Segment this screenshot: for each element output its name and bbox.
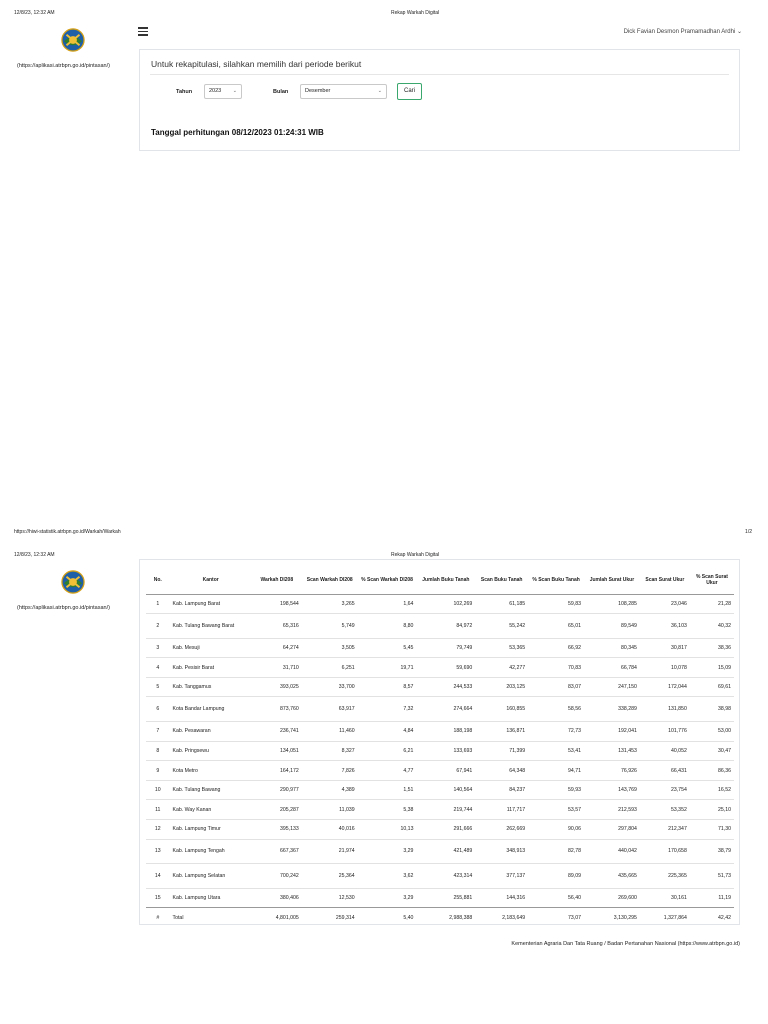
value-cell: 10,13 xyxy=(358,820,417,840)
value-cell: 38,79 xyxy=(690,839,734,864)
row-number: 14 xyxy=(146,864,170,889)
value-cell: 133,693 xyxy=(416,741,475,761)
table-row xyxy=(146,638,734,658)
bulan-value: Desember xyxy=(305,88,331,94)
value-cell: 53,365 xyxy=(475,638,528,658)
value-cell: 8,57 xyxy=(358,677,417,697)
value-cell: 102,269 xyxy=(416,594,475,614)
column-header: % Scan Warkah DI208 xyxy=(358,567,417,594)
value-cell: 72,73 xyxy=(528,722,584,742)
kantor-cell: Kab. Lampung Tengah xyxy=(170,839,252,864)
value-cell: 3,265 xyxy=(302,594,358,614)
bulan-select[interactable] xyxy=(300,84,387,99)
value-cell: 212,347 xyxy=(640,820,690,840)
kantor-cell: Kab. Pesawaran xyxy=(170,722,252,742)
value-cell: 131,850 xyxy=(640,697,690,722)
column-header: Warkah DI208 xyxy=(252,567,302,594)
value-cell: 269,600 xyxy=(584,888,640,908)
value-cell: 205,287 xyxy=(252,800,302,820)
table-row xyxy=(146,741,734,761)
print-datetime-2: 12/8/23, 12:32 AM xyxy=(14,552,55,558)
value-cell: 33,700 xyxy=(302,677,358,697)
value-cell: 59,83 xyxy=(528,594,584,614)
column-header: Scan Warkah DI208 xyxy=(302,567,358,594)
print-doc-title: Rekap Warkah Digital xyxy=(391,10,440,16)
column-header: No. xyxy=(146,567,170,594)
value-cell: 67,941 xyxy=(416,761,475,781)
value-cell: 55,242 xyxy=(475,614,528,639)
row-number: 15 xyxy=(146,888,170,908)
table-row xyxy=(146,820,734,840)
value-cell: 59,93 xyxy=(528,780,584,800)
tahun-value: 2023 xyxy=(209,88,222,94)
value-cell: 53,352 xyxy=(640,800,690,820)
table-row xyxy=(146,800,734,820)
value-cell: 291,666 xyxy=(416,820,475,840)
value-cell: 188,198 xyxy=(416,722,475,742)
value-cell: 297,804 xyxy=(584,820,640,840)
tahun-label: Tahun xyxy=(176,89,193,95)
value-cell: 7,826 xyxy=(302,761,358,781)
kantor-cell: Kab. Tulang Bawang xyxy=(170,780,252,800)
kantor-cell: Kab. Tulang Bawang Barat xyxy=(170,614,252,639)
atr-bpn-logo-icon[interactable] xyxy=(60,27,86,53)
print-datetime: 12/8/23, 12:32 AM xyxy=(14,10,55,16)
kantor-cell: Kab. Mesuji xyxy=(170,638,252,658)
kantor-cell: Kab. Lampung Utara xyxy=(170,888,252,908)
value-cell: 58,56 xyxy=(528,697,584,722)
print-url: https://hiwi-statistik.atrbpn.go.id/Warkah/Warkah xyxy=(14,529,121,535)
value-cell: 36,103 xyxy=(640,614,690,639)
value-cell: 31,710 xyxy=(252,658,302,678)
row-number: 3 xyxy=(146,638,170,658)
select-caret-icon: ⌄ xyxy=(377,88,382,94)
value-cell: 16,52 xyxy=(690,780,734,800)
table-row xyxy=(146,594,734,614)
value-cell: 4,77 xyxy=(358,761,417,781)
row-number: 4 xyxy=(146,658,170,678)
row-number: 13 xyxy=(146,839,170,864)
value-cell: 64,274 xyxy=(252,638,302,658)
value-cell: 53,41 xyxy=(528,741,584,761)
value-cell: 255,881 xyxy=(416,888,475,908)
value-cell: 6,251 xyxy=(302,658,358,678)
row-number: 11 xyxy=(146,800,170,820)
value-cell: 1,51 xyxy=(358,780,417,800)
value-cell: 131,453 xyxy=(584,741,640,761)
value-cell: 40,052 xyxy=(640,741,690,761)
value-cell: 61,185 xyxy=(475,594,528,614)
value-cell: 38,36 xyxy=(690,638,734,658)
hamburger-icon[interactable] xyxy=(138,27,148,36)
value-cell: 25,10 xyxy=(690,800,734,820)
value-cell: 236,741 xyxy=(252,722,302,742)
filter-heading: Untuk rekapitulasi, silahkan memilih dari periode berikut xyxy=(151,59,362,69)
value-cell: 30,817 xyxy=(640,638,690,658)
value-cell: 53,57 xyxy=(528,800,584,820)
value-cell: 71,30 xyxy=(690,820,734,840)
value-cell: 25,364 xyxy=(302,864,358,889)
value-cell: 71,399 xyxy=(475,741,528,761)
value-cell: 3,62 xyxy=(358,864,417,889)
kantor-cell: Kab. Lampung Selatan xyxy=(170,864,252,889)
value-cell: 84,972 xyxy=(416,614,475,639)
value-cell: 79,749 xyxy=(416,638,475,658)
value-cell: 23,754 xyxy=(640,780,690,800)
value-cell: 667,367 xyxy=(252,839,302,864)
value-cell: 5,749 xyxy=(302,614,358,639)
row-number: 5 xyxy=(146,677,170,697)
user-menu[interactable] xyxy=(624,28,742,35)
value-cell: 108,285 xyxy=(584,594,640,614)
value-cell: 160,855 xyxy=(475,697,528,722)
value-cell: 4,84 xyxy=(358,722,417,742)
value-cell: 70,83 xyxy=(528,658,584,678)
print-page-number: 1/2 xyxy=(745,529,752,535)
value-cell: 21,974 xyxy=(302,839,358,864)
value-cell: 4,389 xyxy=(302,780,358,800)
value-cell: 63,917 xyxy=(302,697,358,722)
value-cell: 338,289 xyxy=(584,697,640,722)
table-row xyxy=(146,864,734,889)
value-cell: 30,161 xyxy=(640,888,690,908)
value-cell: 23,046 xyxy=(640,594,690,614)
atr-bpn-logo-icon[interactable] xyxy=(60,569,86,595)
value-cell: 262,669 xyxy=(475,820,528,840)
value-cell: 94,71 xyxy=(528,761,584,781)
value-cell: 83,07 xyxy=(528,677,584,697)
value-cell: 380,406 xyxy=(252,888,302,908)
value-cell: 8,80 xyxy=(358,614,417,639)
table-row xyxy=(146,761,734,781)
value-cell: 64,348 xyxy=(475,761,528,781)
value-cell: 435,665 xyxy=(584,864,640,889)
column-header: Jumlah Buku Tanah xyxy=(416,567,475,594)
value-cell: 170,658 xyxy=(640,839,690,864)
value-cell: 30,47 xyxy=(690,741,734,761)
value-cell: 377,137 xyxy=(475,864,528,889)
row-number: 10 xyxy=(146,780,170,800)
row-number: 1 xyxy=(146,594,170,614)
table-row xyxy=(146,888,734,908)
value-cell: 84,237 xyxy=(475,780,528,800)
print-doc-title-2: Rekap Warkah Digital xyxy=(391,552,440,558)
value-cell: 80,345 xyxy=(584,638,640,658)
value-cell: 11,460 xyxy=(302,722,358,742)
value-cell: 5,40 xyxy=(358,908,417,928)
value-cell: 247,150 xyxy=(584,677,640,697)
value-cell: 66,92 xyxy=(528,638,584,658)
table-row xyxy=(146,614,734,639)
value-cell: 40,32 xyxy=(690,614,734,639)
value-cell: 51,73 xyxy=(690,864,734,889)
kantor-cell: Total xyxy=(170,908,252,928)
value-cell: 219,744 xyxy=(416,800,475,820)
value-cell: 421,489 xyxy=(416,839,475,864)
value-cell: 65,316 xyxy=(252,614,302,639)
row-number: 9 xyxy=(146,761,170,781)
kantor-cell: Kab. Lampung Timur xyxy=(170,820,252,840)
value-cell: 5,45 xyxy=(358,638,417,658)
value-cell: 8,327 xyxy=(302,741,358,761)
table-row xyxy=(146,677,734,697)
value-cell: 440,042 xyxy=(584,839,640,864)
table-total-row xyxy=(146,908,734,928)
value-cell: 140,564 xyxy=(416,780,475,800)
value-cell: 56,40 xyxy=(528,888,584,908)
value-cell: 11,039 xyxy=(302,800,358,820)
value-cell: 12,530 xyxy=(302,888,358,908)
sidebar-url[interactable]: (https://aplikasi.atrbpn.go.id/pintasan/) xyxy=(17,63,110,69)
table-row xyxy=(146,839,734,864)
value-cell: 7,32 xyxy=(358,697,417,722)
tahun-select[interactable] xyxy=(204,84,242,99)
value-cell: 73,07 xyxy=(528,908,584,928)
value-cell: 348,913 xyxy=(475,839,528,864)
row-number: 8 xyxy=(146,741,170,761)
value-cell: 76,926 xyxy=(584,761,640,781)
value-cell: 144,316 xyxy=(475,888,528,908)
kantor-cell: Kab. Way Kanan xyxy=(170,800,252,820)
value-cell: 53,00 xyxy=(690,722,734,742)
row-number: 6 xyxy=(146,697,170,722)
column-header: Jumlah Surat Ukur xyxy=(584,567,640,594)
column-header: % Scan Surat Ukur xyxy=(690,567,734,594)
table-row xyxy=(146,697,734,722)
value-cell: 42,42 xyxy=(690,908,734,928)
value-cell: 38,98 xyxy=(690,697,734,722)
value-cell: 90,06 xyxy=(528,820,584,840)
column-header: Kantor xyxy=(170,567,252,594)
table-row xyxy=(146,658,734,678)
value-cell: 2,183,649 xyxy=(475,908,528,928)
kantor-cell: Kab. Tanggamus xyxy=(170,677,252,697)
table-row xyxy=(146,780,734,800)
value-cell: 10,078 xyxy=(640,658,690,678)
value-cell: 86,36 xyxy=(690,761,734,781)
value-cell: 290,977 xyxy=(252,780,302,800)
table-row xyxy=(146,722,734,742)
value-cell: 212,593 xyxy=(584,800,640,820)
column-header: % Scan Buku Tanah xyxy=(528,567,584,594)
user-name: Dick Favian Desmon Pramamadhan Ardhi xyxy=(623,29,736,35)
value-cell: 89,09 xyxy=(528,864,584,889)
kantor-cell: Kota Bandar Lampung xyxy=(170,697,252,722)
row-number: # xyxy=(146,908,170,928)
value-cell: 259,314 xyxy=(302,908,358,928)
value-cell: 3,29 xyxy=(358,888,417,908)
agency-footer: Kementerian Agraria Dan Tata Ruang / Badan Pertanahan Nasional (https://www.atrbpn.go.id) xyxy=(511,941,740,947)
value-cell: 4,801,005 xyxy=(252,908,302,928)
value-cell: 11,19 xyxy=(690,888,734,908)
row-number: 7 xyxy=(146,722,170,742)
kantor-cell: Kab. Pesisir Barat xyxy=(170,658,252,678)
value-cell: 1,64 xyxy=(358,594,417,614)
recap-table xyxy=(146,567,734,928)
value-cell: 423,314 xyxy=(416,864,475,889)
value-cell: 101,776 xyxy=(640,722,690,742)
cari-button[interactable]: Cari xyxy=(397,83,422,100)
sidebar-url-2[interactable]: (https://aplikasi.atrbpn.go.id/pintasan/) xyxy=(17,605,110,611)
filter-panel xyxy=(139,49,740,151)
value-cell: 192,041 xyxy=(584,722,640,742)
value-cell: 700,242 xyxy=(252,864,302,889)
value-cell: 66,431 xyxy=(640,761,690,781)
chevron-down-icon: ⌄ xyxy=(736,29,742,35)
value-cell: 143,769 xyxy=(584,780,640,800)
value-cell: 65,01 xyxy=(528,614,584,639)
value-cell: 5,38 xyxy=(358,800,417,820)
value-cell: 6,21 xyxy=(358,741,417,761)
value-cell: 3,29 xyxy=(358,839,417,864)
value-cell: 59,690 xyxy=(416,658,475,678)
value-cell: 82,78 xyxy=(528,839,584,864)
value-cell: 3,505 xyxy=(302,638,358,658)
select-caret-icon: ⌄ xyxy=(232,88,237,94)
value-cell: 136,871 xyxy=(475,722,528,742)
value-cell: 42,277 xyxy=(475,658,528,678)
bulan-label: Bulan xyxy=(273,89,289,95)
value-cell: 198,544 xyxy=(252,594,302,614)
table-header-row xyxy=(146,567,734,594)
value-cell: 395,133 xyxy=(252,820,302,840)
value-cell: 19,71 xyxy=(358,658,417,678)
kantor-cell: Kota Metro xyxy=(170,761,252,781)
column-header: Scan Buku Tanah xyxy=(475,567,528,594)
value-cell: 172,044 xyxy=(640,677,690,697)
value-cell: 15,09 xyxy=(690,658,734,678)
value-cell: 274,664 xyxy=(416,697,475,722)
value-cell: 393,025 xyxy=(252,677,302,697)
kantor-cell: Kab. Lampung Barat xyxy=(170,594,252,614)
value-cell: 873,760 xyxy=(252,697,302,722)
value-cell: 3,130,295 xyxy=(584,908,640,928)
value-cell: 89,549 xyxy=(584,614,640,639)
kantor-cell: Kab. Pringsewu xyxy=(170,741,252,761)
value-cell: 117,717 xyxy=(475,800,528,820)
column-header: Scan Surat Ukur xyxy=(640,567,690,594)
value-cell: 40,016 xyxy=(302,820,358,840)
value-cell: 203,125 xyxy=(475,677,528,697)
value-cell: 225,365 xyxy=(640,864,690,889)
value-cell: 21,28 xyxy=(690,594,734,614)
value-cell: 164,172 xyxy=(252,761,302,781)
value-cell: 1,327,864 xyxy=(640,908,690,928)
value-cell: 2,988,388 xyxy=(416,908,475,928)
value-cell: 244,533 xyxy=(416,677,475,697)
value-cell: 66,784 xyxy=(584,658,640,678)
row-number: 2 xyxy=(146,614,170,639)
value-cell: 69,61 xyxy=(690,677,734,697)
divider xyxy=(150,74,729,75)
row-number: 12 xyxy=(146,820,170,840)
calculation-time: Tanggal perhitungan 08/12/2023 01:24:31 WIB xyxy=(151,128,324,137)
value-cell: 134,051 xyxy=(252,741,302,761)
recap-table-panel xyxy=(139,559,740,925)
